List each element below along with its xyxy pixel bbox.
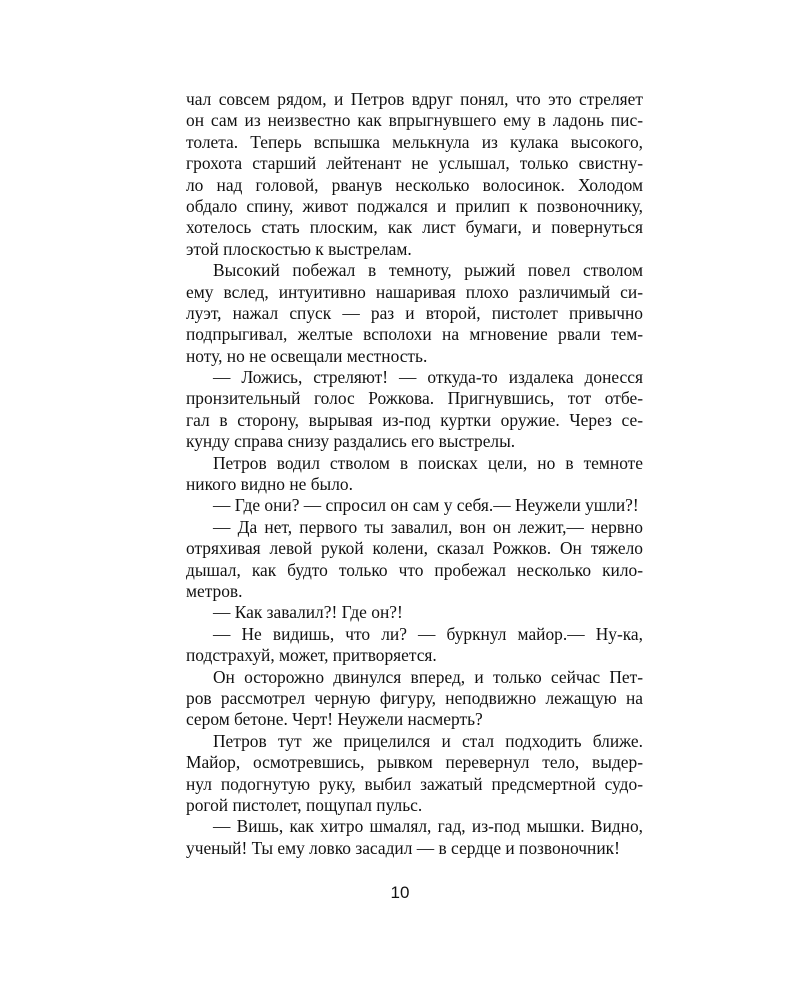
text-line: — Не видишь, что ли? — буркнул майор.— Ну-ка,	[213, 623, 643, 644]
text-line: гал в сторону, вырывая из-под куртки оружие. Через се-	[186, 409, 643, 430]
text-line: Петров водил стволом в поисках цели, но в темноте	[213, 452, 643, 473]
text-line: — Ложись, стреляют! — откуда-то издалека донесся	[213, 367, 643, 388]
text-line: отряхивая левой рукой колени, сказал Рожков. Он тяжело	[186, 538, 643, 559]
text-line: подстрахуй, может, притворяется.	[186, 645, 437, 666]
text-line: нул подогнутую руку, выбил зажатый предсмертной судо-	[186, 773, 643, 794]
text-line: хотелось стать плоским, как лист бумаги, и повернуться	[186, 217, 643, 238]
text-line: Майор, осмотревшись, рывком перевернул тело, выдер-	[186, 752, 643, 773]
text-line: луэт, нажал спуск — раз и второй, пистолет привычно	[186, 302, 643, 323]
text-line: ло над головой, рванув несколько волосинок. Холодом	[186, 174, 643, 195]
text-line: ему вслед, интуитивно нашаривая плохо различимый си-	[186, 281, 643, 302]
text-line: рогой пистолет, пощупал пульс.	[186, 794, 423, 815]
text-line: ров рассмотрел черную фигуру, неподвижно лежащую на	[186, 687, 643, 708]
page-number: 10	[390, 883, 410, 902]
text-line: сером бетоне. Черт! Неужели насмерть?	[186, 709, 483, 730]
text-line: — Вишь, как хитро шмалял, гад, из-под мышки. Видно,	[213, 816, 643, 837]
text-line: пронзительный голос Рожкова. Пригнувшись, тот отбе-	[186, 388, 643, 409]
text-line: Петров тут же прицелился и стал подходить ближе.	[213, 730, 643, 751]
text-line: толета. Теперь вспышка мелькнула из кулака высокого,	[186, 131, 643, 152]
body-text	[186, 89, 643, 859]
text-line: грохота старший лейтенант не услышал, только свистну-	[186, 153, 643, 174]
text-line: дышал, как будто только что пробежал несколько кило-	[186, 559, 643, 580]
text-line: этой плоскостью к выстрелам.	[186, 238, 412, 259]
text-line: Он осторожно двинулся вперед, и только сейчас Пет-	[213, 666, 643, 687]
text-line: — Как завалил?! Где он?!	[213, 602, 403, 623]
text-line: обдало спину, живот поджался и прилип к позвоночнику,	[186, 195, 643, 216]
text-line: никого видно не было.	[186, 474, 353, 495]
text-line: чал совсем рядом, и Петров вдруг понял, что это стреляет	[186, 89, 643, 109]
text-line: — Да нет, первого ты завалил, вон он лежит,— нервно	[213, 516, 643, 537]
text-line: Высокий побежал в темноту, рыжий повел стволом	[213, 260, 643, 281]
text-line: метров.	[186, 580, 243, 601]
text-line: кунду справа снизу раздались его выстрелы.	[186, 431, 516, 452]
text-line: ученый! Ты ему ловко засадил — в сердце и позвоночник!	[186, 837, 620, 858]
text-line: ноту, но не освещали местность.	[186, 345, 428, 366]
text-line: — Где они? — спросил он сам у себя.— Неужели ушли?!	[213, 495, 639, 516]
text-line: он сам из неизвестно как впрыгнувшего ему в ладонь пис-	[186, 110, 643, 131]
text-line: подпрыгивал, желтые всполохи на мгновение рвали тем-	[186, 324, 643, 345]
